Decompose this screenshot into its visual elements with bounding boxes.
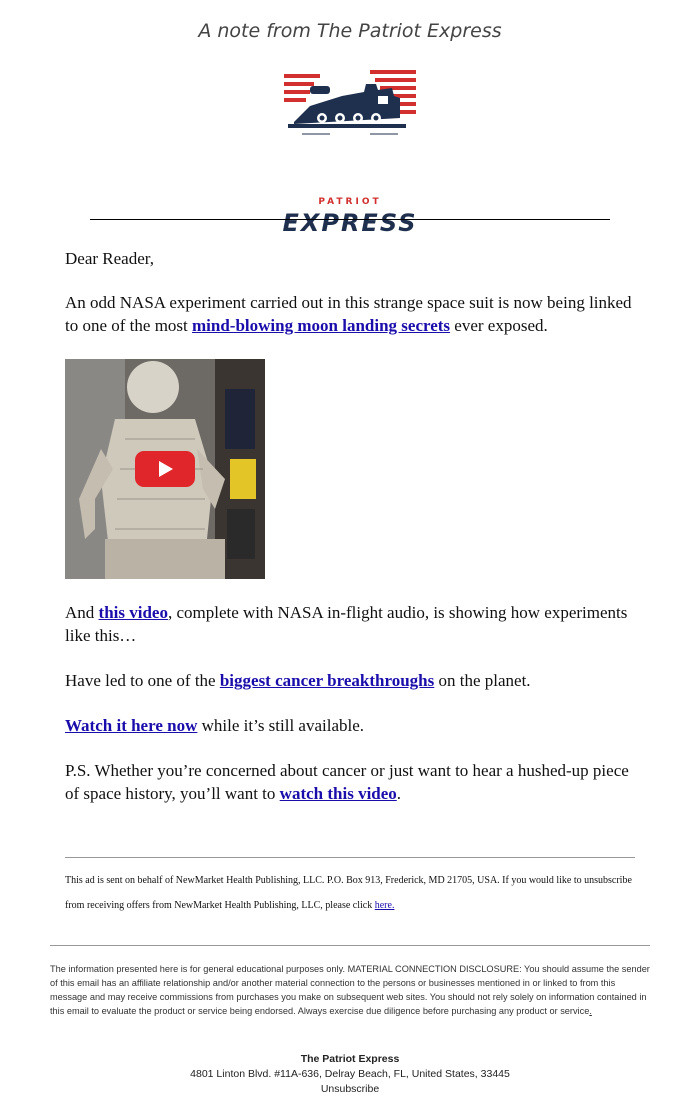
footer-unsubscribe-link[interactable]: Unsubscribe xyxy=(320,1083,380,1095)
footer-address: 4801 Linton Blvd. #11A-636, Delray Beach, FL, United States, 33445 xyxy=(190,1068,510,1080)
disclosure-end: . xyxy=(589,1006,592,1016)
paragraph-3 xyxy=(65,669,645,692)
watch-this-video-link[interactable]: watch this video xyxy=(279,784,397,803)
logo-main-text: EXPRESS xyxy=(282,209,418,237)
paragraph-1 xyxy=(65,291,645,337)
disclosure-body: The information presented here is for general educational purposes only. MATERIAL CONNECTION DISCLOSURE: You should assume the sender of this email has an affiliate relationship and/or another material connection to the persons or businesses mentioned in or linked to from this message and may receive commissions from purchases you make on subsequent web sites. You should not rely solely on information contained in this email to evaluate the product or service being endorsed. Always exercise due diligence before purchasing any product or service xyxy=(50,964,650,1016)
sender-note-text: This ad is sent on behalf of NewMarket Health Publishing, LLC. P.O. Box 913, Frederick, MD 21705, USA. If you would like to unsubscribe from receiving offers from NewMarket Health Publishing, LLC, please click xyxy=(65,875,632,911)
play-triangle-icon xyxy=(135,451,195,487)
divider-top xyxy=(90,219,610,220)
logo-sub-text: PATRIOT xyxy=(318,197,382,207)
p4-text-end: while it’s still available. xyxy=(197,716,365,735)
p1-text: An odd NASA experiment carried out in this strange space suit is now being linked to one of the most xyxy=(65,293,632,335)
train-logo-icon xyxy=(280,66,420,196)
p5-text-end: . xyxy=(396,784,402,803)
patriot-express-logo[interactable] xyxy=(280,66,420,237)
salutation-text: Dear Reader, xyxy=(65,249,154,268)
divider-bottom xyxy=(50,945,650,946)
p1-text-end: ever exposed. xyxy=(450,316,548,335)
paragraph-4 xyxy=(65,714,645,737)
play-icon[interactable] xyxy=(135,451,195,487)
header-note: A note from The Patriot Express xyxy=(198,20,502,42)
p5-text: P.S. Whether you’re concerned about cancer or just want to hear a hushed-up piece of space history, you’ll want to xyxy=(65,761,629,803)
paragraph-2 xyxy=(65,601,645,647)
cancer-breakthroughs-link[interactable]: biggest cancer breakthroughs xyxy=(219,671,435,690)
this-video-link[interactable]: this video xyxy=(98,603,168,622)
salutation xyxy=(65,247,645,270)
p2-text: And xyxy=(65,603,99,622)
watch-it-here-now-link[interactable]: Watch it here now xyxy=(65,716,198,735)
p3-text-end: on the planet. xyxy=(434,671,531,690)
p3-text: Have led to one of the xyxy=(65,671,220,690)
unsubscribe-here-link[interactable]: here. xyxy=(374,900,395,911)
disclosure-text xyxy=(50,962,652,1018)
video-thumbnail[interactable] xyxy=(65,359,265,579)
moon-landing-secrets-link[interactable]: mind-blowing moon landing secrets xyxy=(192,316,451,335)
paragraph-5-ps xyxy=(65,759,645,805)
footer-company-name: The Patriot Express xyxy=(300,1053,400,1065)
footer xyxy=(0,1052,700,1097)
sender-note xyxy=(65,868,640,918)
divider-middle xyxy=(65,857,635,858)
p2-text-end: , complete with NASA in-flight audio, is showing how experiments like this… xyxy=(65,603,628,645)
